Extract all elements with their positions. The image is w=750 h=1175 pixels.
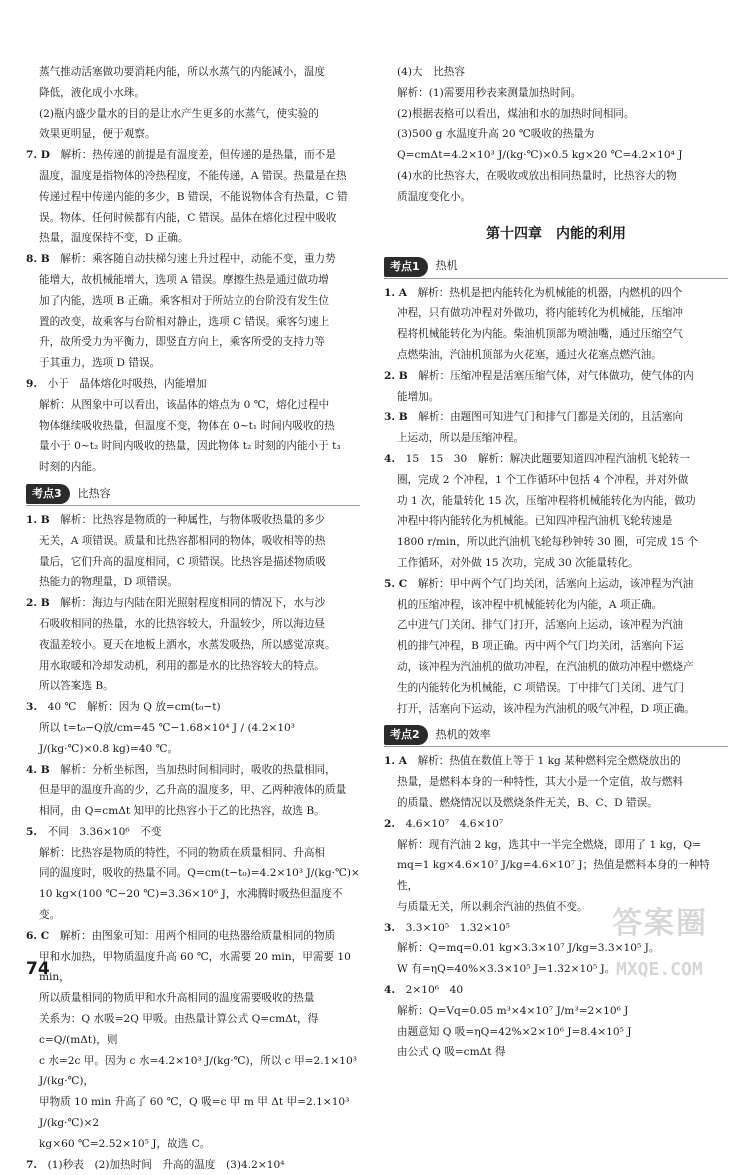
item-number: 7. D: [26, 149, 61, 162]
text-line: [26, 697, 360, 718]
watermark-url: MXQE.COM: [616, 959, 703, 980]
text-line: [384, 283, 728, 304]
text-line: [384, 553, 728, 574]
text-line: [26, 801, 360, 822]
line-text: 热能力的物理量，D 项错误。: [39, 576, 178, 589]
text-line: [384, 595, 728, 616]
item-number: 1. A: [384, 286, 418, 299]
text-line: [384, 166, 728, 187]
line-text: 不同 3.36×10⁶ 不变: [47, 825, 162, 838]
line-text: 同的温度时，吸收的热量不同。Q=cm(t−t₀)=4.2×10³ J/(kg·℃)×: [39, 867, 360, 880]
text-line: [384, 303, 728, 324]
line-text: mq=1 kg×4.6×10⁷ J/kg=4.6×10⁷ J；热值是燃料本身的一种特性，: [397, 859, 710, 893]
line-text: 3.3×10⁵ 1.32×10⁵: [405, 921, 510, 934]
line-text: 温度，温度是指物体的冷热程度，不能传递，A 错误。热量是在热: [39, 169, 347, 182]
line-text: 置的改变，故乘客与台阶相对静止，选项 C 错误。乘客匀速上: [39, 315, 330, 328]
line-text: 效果更明显，便于观察。: [39, 128, 156, 141]
left-column: [26, 62, 360, 1175]
text-line: [384, 1001, 728, 1022]
line-text: 上运动，所以是压缩冲程。: [397, 432, 525, 445]
section-header-heat-engine: [384, 256, 728, 279]
line-text: 点燃柴油，汽油机顶部为火花塞，通过火花塞点燃汽油。: [397, 348, 662, 361]
text-line: [384, 814, 728, 835]
page-number: 74: [26, 959, 50, 979]
text-line: [26, 395, 360, 416]
text-line: [26, 83, 360, 104]
line-text: 蒸气推动活塞做功要消耗内能，所以水蒸气的内能减小，温度: [39, 66, 326, 78]
text-line: [384, 491, 728, 512]
item-number: 8. B: [26, 253, 61, 266]
line-text: 解析：现有汽油 2 kg，选其中一半完全燃烧，即用了 1 kg，Q=: [397, 838, 701, 851]
line-text: 程将机械能转化为内能。柴油机顶部为喷油嘴，通过压缩空气: [397, 328, 684, 341]
line-text: 乙中进气门关闭、排气门打开，活塞向上运动，该冲程为汽油: [397, 619, 684, 632]
line-text: 圈，完成 2 个冲程，1 个工作循环中包括 4 个冲程，并对外做: [397, 473, 689, 486]
line-text: 40 ℃ 解析：因为 Q 放=cm(t₀−t): [47, 701, 221, 714]
line-text: 15 15 30 解析：解决此题要知道四冲程汽油机飞轮转一: [405, 452, 690, 465]
text-line: [384, 615, 728, 636]
line-text: 解析：乘客随自动扶梯匀速上升过程中，动能不变，重力势: [60, 253, 336, 266]
text-line: [26, 270, 360, 291]
item-number: 5. C: [384, 577, 418, 590]
line-text: 所以 t=t₀−Q放/cm=45 ℃−1.68×10⁴ J / (4.2×10³ J/(kg·℃)×0.8 kg)=40 ℃。: [39, 721, 296, 755]
item-number: 1. B: [26, 513, 61, 526]
section-header-specific-heat: [26, 483, 360, 506]
text-line: [26, 249, 360, 270]
line-text: (2)瓶内盛少量水的目的是让水产生更多的水蒸气，使实验的: [39, 107, 319, 120]
text-line: [384, 449, 728, 470]
line-text: 解析：由题图可知进气门和排气门都是关闭的，且活塞向: [418, 411, 684, 424]
section-tag: 考点1: [384, 257, 428, 277]
item-number: 4.: [384, 984, 406, 997]
text-line: [26, 863, 360, 884]
line-text: 4.6×10⁷ 4.6×10⁷: [405, 817, 504, 830]
text-line: [384, 145, 728, 166]
line-text: 加了内能，选项 B 正确。乘客相对于所站立的台阶没有发生位: [39, 294, 329, 307]
item-number: 4.: [384, 452, 406, 465]
line-text: 量小于 0~t₂ 时间内吸收的热量，因此物体 t₂ 时刻的内能小于 t₃: [39, 440, 341, 453]
line-text: (1)秒表 (2)加热时间 升高的温度 (3)4.2×10⁴: [47, 1158, 285, 1171]
section-tag: 考点2: [384, 725, 428, 745]
line-text: 解析：压缩冲程是活塞压缩气体，对气体做功，使气体的内: [418, 369, 694, 382]
line-text: 所以质量相同的物质甲和水升高相同的温度需要吸收的热量: [39, 992, 315, 1005]
text-line: [26, 760, 360, 781]
section-header-engine-efficiency: [384, 724, 728, 747]
text-line: [26, 1092, 360, 1134]
item-number: 5.: [26, 825, 48, 838]
line-text: 功 1 次，能量转化 15 次，压缩冲程将机械能转化为内能，做功: [397, 494, 696, 507]
line-text: 工作循环，对外做 15 次功，完成 30 次能量转化。: [397, 556, 639, 569]
text-line: [26, 145, 360, 166]
item-number: 2.: [384, 817, 406, 830]
line-text: (4)大 比热容: [397, 66, 465, 78]
text-line: [384, 124, 728, 145]
text-line: [26, 635, 360, 656]
text-line: [26, 416, 360, 437]
text-line: [384, 1022, 728, 1043]
text-line: [384, 835, 728, 856]
text-line: [384, 104, 728, 125]
line-text: 能增大，故机械能增大，选项 A 错误。摩擦生热是通过做功增: [39, 273, 329, 286]
line-text: 小于 晶体熔化吋吸热，内能增加: [47, 377, 207, 390]
chapter-title: 第十四章 内能的利用: [486, 225, 626, 242]
line-text: (3)500 g 水温度升高 20 ℃吸收的热量为: [397, 128, 595, 141]
line-text: 由公式 Q 吸=cmΔt 得: [397, 1046, 506, 1059]
item-number: 7.: [26, 1158, 48, 1171]
item-number: 3.: [384, 921, 406, 934]
line-text: 生的内能转化为机械能，C 项错误。丁中排气门关闭、进气门: [397, 681, 684, 694]
text-line: [26, 187, 360, 208]
line-text: 用水取暖和冷却发动机，利用的都是水的比热容较大的特点。: [39, 659, 326, 672]
text-line: [26, 531, 360, 552]
item-number: 9.: [26, 377, 48, 390]
item-number: 2. B: [26, 597, 61, 610]
text-line: [26, 62, 360, 83]
text-line: [26, 104, 360, 125]
line-text: 甲物质 10 min 升高了 60 ℃，Q 吸=c 甲 m 甲 Δt 甲=2.1×10³ J/(kg·℃)×2: [39, 1096, 350, 1130]
line-text: 解析：从图象中可以看出，该晶体的熔点为 0 ℃，熔化过程中: [39, 398, 330, 411]
text-line: [26, 1134, 360, 1155]
line-text: 热量，温度保持不变，D 正确。: [39, 232, 189, 245]
line-text: 误。物体、任何时候都有内能，C 错误。晶体在熔化过程中吸收: [39, 211, 337, 224]
text-line: [384, 1042, 728, 1063]
left-answer-block: [26, 62, 360, 478]
text-line: [384, 407, 728, 428]
line-text: 甲和水加热，甲物质温度升高 60 ℃，水需要 20 min，甲需要 10 min，: [39, 950, 351, 984]
text-line: [384, 324, 728, 345]
text-line: [26, 1155, 360, 1175]
line-text: 降低，液化成小水珠。: [39, 86, 145, 99]
line-text: (4)水的比热容大，在吸收或放出相同热量时，比热容大的物: [397, 169, 677, 182]
text-line: [384, 532, 728, 553]
line-text: 传递过程中传递内能的多少，B 错误，不能说物体含有热量，C 错: [39, 190, 348, 203]
line-text: 无关，A 项错误。质量和比热容都相同的物体，吸收相等的热: [39, 534, 326, 547]
text-line: [384, 772, 728, 793]
text-line: [384, 62, 728, 83]
text-line: [26, 166, 360, 187]
line-text: 机的压缩冲程，该冲程中机械能转化为内能，A 项正确。: [397, 598, 663, 611]
line-text: 解析：(1)需要用秒表来测量加热时间。: [397, 86, 582, 99]
line-text: Q=cmΔt=4.2×10³ J/(kg·℃)×0.5 kg×20 ℃=4.2×10⁴ J: [397, 149, 683, 162]
left-answer-block-2: [26, 510, 360, 1175]
line-text: 的质量、燃烧情况以及燃烧条件无关，B、C、D 错误。: [397, 796, 658, 809]
line-text: W 有=ηQ=40%×3.3×10⁵ J=1.32×10⁵ J。: [397, 963, 616, 976]
text-line: [26, 436, 360, 457]
watermark-text: 答案圈: [612, 906, 708, 941]
text-line: [384, 636, 728, 657]
line-text: 升，故所受力为平衡力，即竖直方向上，乘客所受的支持力等: [39, 336, 326, 349]
right-answer-block-2: [384, 283, 728, 720]
line-text: 石吸收相同的热量，水的比热容较大，升温较少，所以海边昼: [39, 617, 326, 630]
line-text: 由题意知 Q 吸=ηQ=42%×2×10⁶ J=8.4×10⁵ J: [397, 1025, 632, 1038]
text-line: [26, 510, 360, 531]
line-text: 物体继续吸收热量，但温度不变，物体在 0~t₁ 时间内吸收的热: [39, 419, 335, 432]
text-line: [384, 428, 728, 449]
line-text: 相同，由 Q=cmΔt 知甲的比热容小于乙的比热容，故选 B。: [39, 805, 325, 818]
line-text: 解析：Q=Vq=0.05 m³×4×10⁷ J/m³=2×10⁶ J: [397, 1004, 629, 1017]
line-text: 质温度变化小。: [397, 190, 472, 203]
line-text: 解析：由图象可知：用两个相同的电热器给质量相同的物质: [59, 929, 336, 942]
line-text: 10 kg×(100 ℃−20 ℃)=3.36×10⁶ J，水沸腾时吸热但温度不变。: [39, 888, 343, 922]
line-text: 解析：分析坐标图，当加热时间相同时，吸收的热量相同，: [60, 763, 336, 776]
line-text: 与质量无关，所以剩余汽油的热值不变。: [397, 900, 588, 913]
text-line: [26, 718, 360, 760]
item-number: 4. B: [26, 763, 61, 776]
line-text: 1800 r/min，所以此汽油机飞轮每秒钟转 30 圈，可完成 15 个: [397, 536, 698, 549]
text-line: [26, 988, 360, 1009]
line-text: 能增加。: [397, 390, 440, 403]
line-text: 解析：Q=mq=0.01 kg×3.3×10⁷ J/kg=3.3×10⁵ J。: [397, 942, 660, 955]
text-line: [384, 751, 728, 772]
text-line: [384, 511, 728, 532]
text-line: [384, 187, 728, 208]
text-line: [384, 855, 728, 897]
line-text: 时刻的内能。: [39, 461, 103, 474]
text-line: [26, 124, 360, 145]
text-line: [26, 614, 360, 635]
line-text: 但是甲的温度升高的少，乙升高的温度多，甲、乙两种液体的质量: [39, 784, 347, 797]
section-title: 比热容: [77, 486, 111, 500]
line-text: 动，该冲程为汽油机的做功冲程，在汽油机的做功冲程中燃烧产: [397, 660, 694, 673]
text-line: [26, 457, 360, 478]
text-line: [384, 366, 728, 387]
text-line: [26, 1009, 360, 1051]
text-line: [384, 574, 728, 595]
text-line: [26, 656, 360, 677]
text-line: [26, 843, 360, 864]
line-text: 于其重力，选项 D 错误。: [39, 357, 161, 370]
text-line: [26, 780, 360, 801]
watermark-logo: [612, 906, 738, 988]
text-line: [26, 947, 360, 989]
line-text: 热量，是燃料本身的一种特性，其大小是一个定值，故与燃料: [397, 776, 684, 789]
text-line: [26, 572, 360, 593]
text-line: [26, 353, 360, 374]
item-number: 3.: [26, 701, 48, 714]
text-line: [26, 822, 360, 843]
line-text: (2)根据表格可以看出，煤油和水的加热时间相同。: [397, 107, 635, 120]
line-text: 关系为：Q 水吸=2Q 甲吸。由热量计算公式 Q=cmΔt，得 c=Q/(mΔt)，则: [39, 1013, 319, 1046]
section-tag: 考点3: [26, 484, 70, 504]
text-line: [26, 228, 360, 249]
line-text: 解析：比热容是物质的一种属性，与物体吸收热量的多少: [60, 513, 326, 526]
text-line: [26, 926, 360, 947]
text-line: [384, 793, 728, 814]
line-text: 解析：热传递的前提是有温度差，但传递的是热量，而不是: [60, 149, 336, 162]
text-line: [26, 291, 360, 312]
text-line: [26, 1051, 360, 1093]
text-line: [26, 208, 360, 229]
text-line: [26, 593, 360, 614]
line-text: 冲程，只有做功冲程对外做功，将内能转化为机械能，压缩冲: [397, 307, 684, 320]
line-text: 量后，它们升高的温度相同，C 项错误。比热容是描述物质吸: [39, 555, 326, 568]
line-text: 所以答案选 B。: [39, 680, 114, 693]
line-text: c 水=2c 甲。因为 c 水=4.2×10³ J/(kg·℃)，所以 c 甲=2.1×10³ J/(kg·℃)，: [39, 1054, 358, 1088]
text-line: [384, 345, 728, 366]
line-text: 解析：海边与内陆在阳光照射程度相同的情况下，水与沙: [60, 597, 326, 610]
line-text: 解析：甲中两个气门均关闭，活塞向上运动，该冲程为汽油: [417, 577, 694, 590]
item-number: 1. A: [384, 755, 418, 768]
text-line: [384, 387, 728, 408]
text-line: [26, 884, 360, 926]
line-text: 机的排气冲程，B 项正确。丙中两个气门均关闭，活塞向下运: [397, 640, 684, 653]
line-text: kg×60 ℃=2.52×10⁵ J，故选 C。: [39, 1137, 211, 1150]
line-text: 夜温差较小。夏天在地板上洒水，水蒸发吸热，所以感觉凉爽。: [39, 638, 336, 651]
text-line: [26, 312, 360, 333]
section-title: 热机的效率: [435, 727, 491, 741]
text-line: [384, 470, 728, 491]
text-line: [384, 83, 728, 104]
text-line: [384, 699, 728, 720]
line-text: 解析：比热容是物质的特性，不同的物质在质量相同、升高相: [39, 846, 326, 859]
text-line: [26, 374, 360, 395]
line-text: 冲程中将内能转化为机械能。已知四冲程汽油机飞轮转速是: [397, 515, 673, 528]
line-text: 解析：热机是把内能转化为机械能的机器，内燃机的四个: [417, 286, 683, 299]
item-number: 6. C: [26, 929, 60, 942]
text-line: [26, 332, 360, 353]
line-text: 解析：热值在数值上等于 1 kg 某种燃料完全燃烧放出的: [417, 755, 681, 768]
text-line: [26, 676, 360, 697]
text-line: [26, 552, 360, 573]
line-text: 2×10⁶ 40: [405, 984, 464, 997]
line-text: 打开，活塞向下运动，该冲程为汽油机的吸气冲程，D 项正确。: [397, 702, 695, 715]
text-line: [384, 657, 728, 678]
right-answer-block: [384, 62, 728, 208]
section-title: 热机: [435, 259, 458, 273]
item-number: 3. B: [384, 411, 419, 424]
text-line: [384, 678, 728, 699]
item-number: 2. B: [384, 369, 419, 382]
